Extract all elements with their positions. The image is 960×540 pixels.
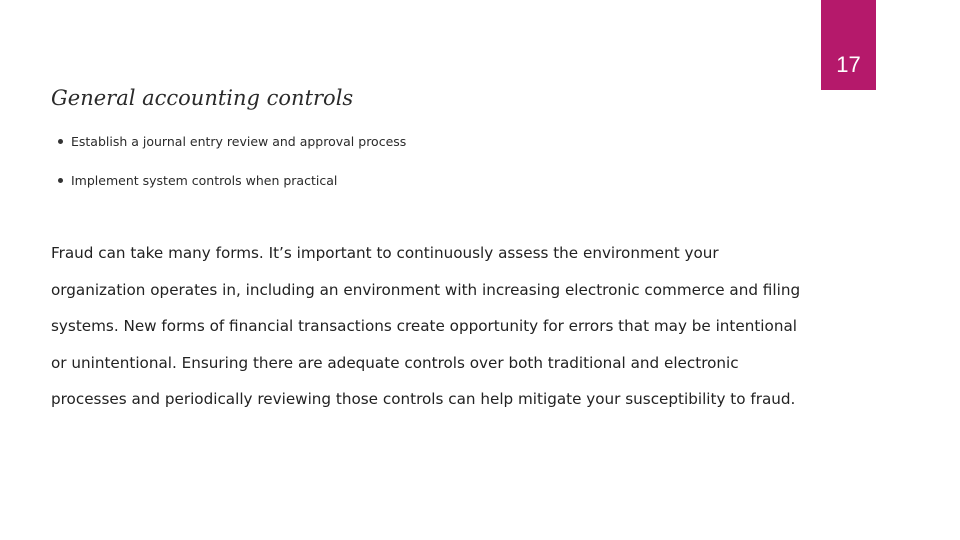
- bullet-list: [58, 130, 406, 208]
- bullet-text: Implement system controls when practical: [71, 172, 338, 188]
- body-paragraph: Fraud can take many forms. It’s important to continuously assess the environment your organization operates in, including an environment with increasing electronic commerce and filing systems. New forms of financial transactions create opportunity for errors that may be intentional or unintentional. Ensuring there are adequate controls over both traditional and electronic processes and periodically reviewing those controls can help mitigate your susceptibility to fraud.: [51, 244, 801, 409]
- bullet-text: Establish a journal entry review and approval process: [71, 133, 407, 149]
- bullet-dot-icon: [58, 139, 63, 144]
- bullet-dot-icon: [58, 178, 63, 183]
- slide-number: 17: [836, 52, 861, 77]
- bullet-item: [58, 130, 406, 152]
- bullet-item: [58, 169, 406, 191]
- slide-number-badge: [821, 0, 876, 90]
- slide-heading: General accounting controls: [51, 86, 354, 110]
